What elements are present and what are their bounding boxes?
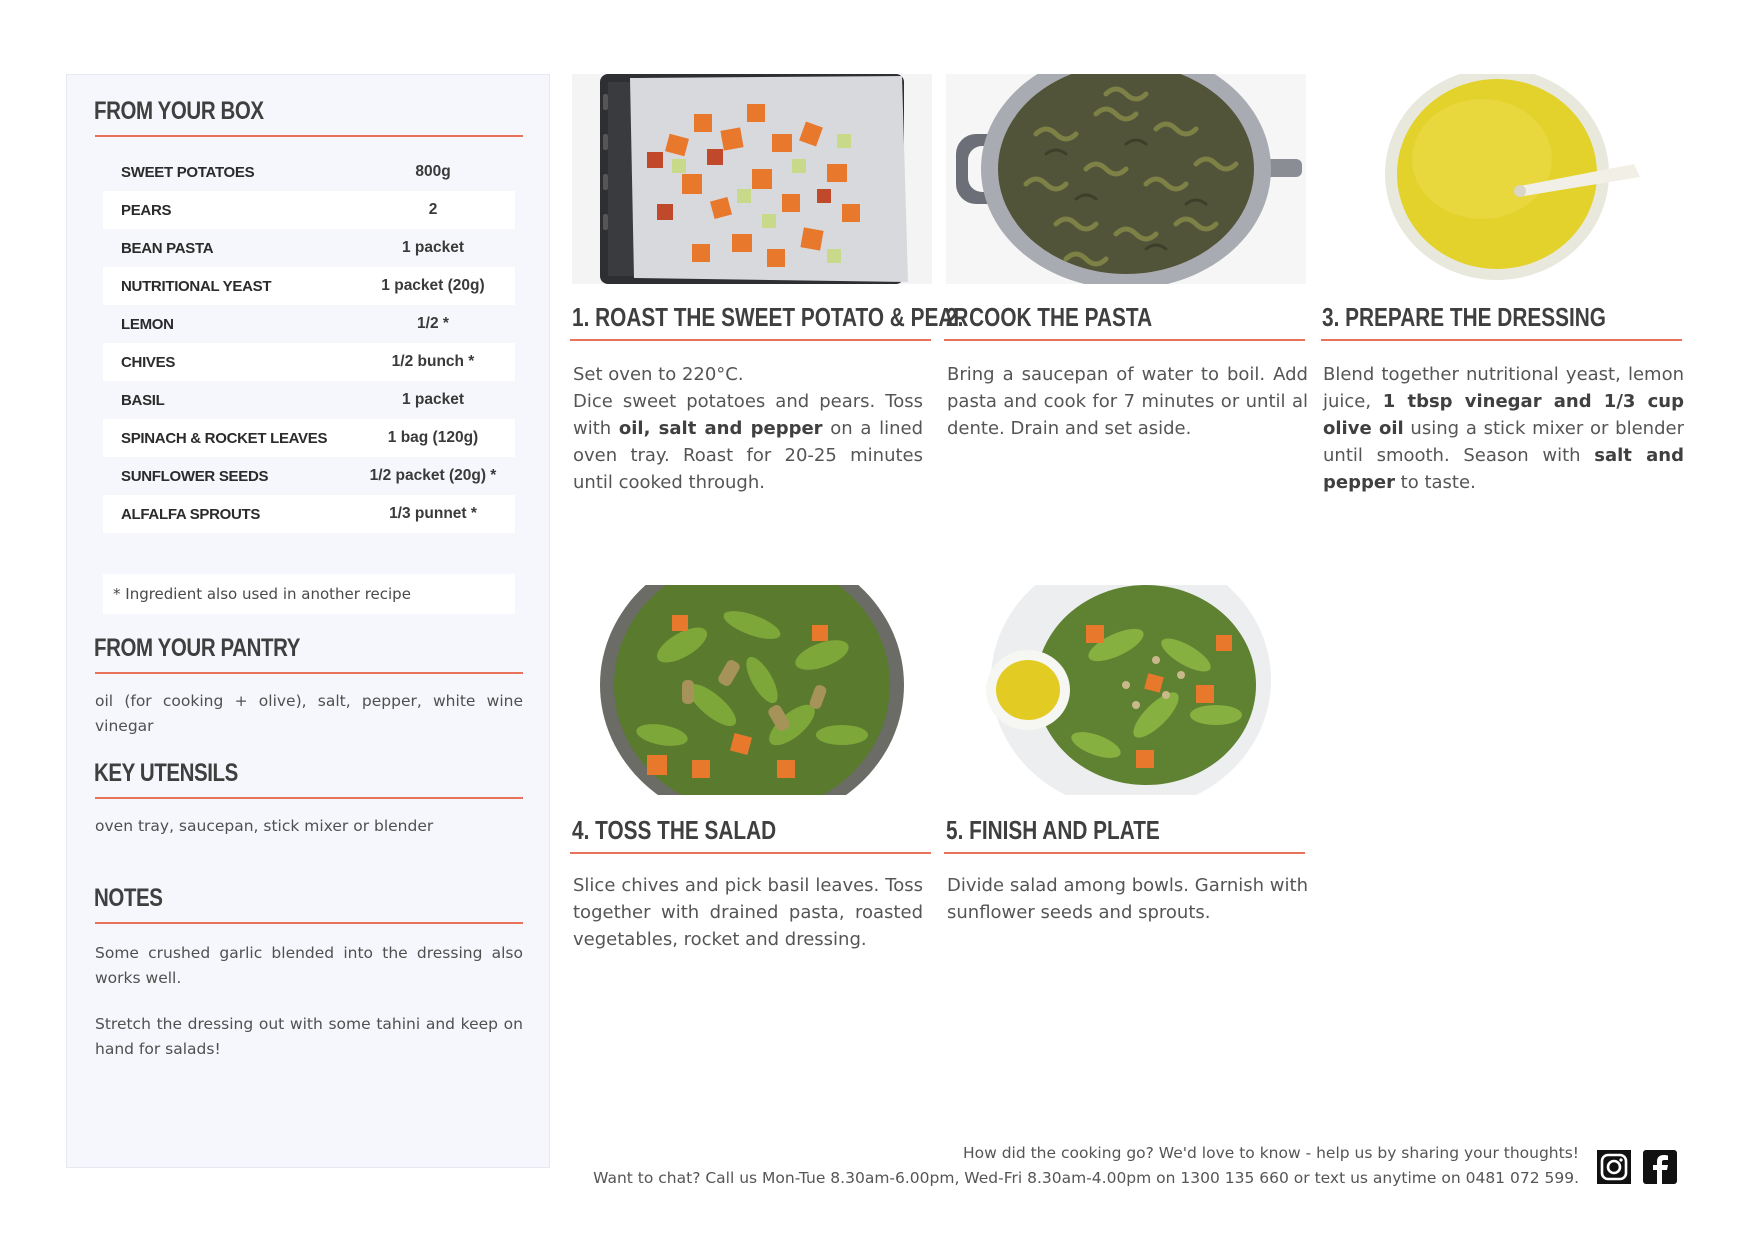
step-3-text-part: using a stick mixer or blender until smooth. Season with bbox=[1323, 418, 1684, 466]
ingredient-qty: 1 packet (20g) bbox=[381, 277, 485, 294]
step-1-bold: oil, salt and pepper bbox=[618, 418, 823, 439]
ingredient-name: LEMON bbox=[121, 315, 174, 333]
ingredient-name: SPINACH & ROCKET LEAVES bbox=[121, 429, 328, 447]
utensils-text: oven tray, saucepan, stick mixer or blender bbox=[95, 817, 434, 835]
step-3-text-part: to taste. bbox=[1394, 472, 1476, 493]
ingredient-qty: 1 packet bbox=[401, 391, 465, 408]
ingredient-row bbox=[103, 457, 515, 495]
step-1-text bbox=[573, 361, 923, 496]
step-5-text: Divide salad among bowls. Garnish with sunflower seeds and sprouts. bbox=[947, 875, 1308, 923]
ingredient-row bbox=[103, 419, 515, 457]
pantry-text: oil (for cooking + olive), salt, pepper, white wine vinegar bbox=[95, 692, 523, 735]
divider bbox=[95, 922, 523, 924]
step-1-line-1: Set oven to 220°C. bbox=[573, 364, 744, 385]
note-1: Some crushed garlic blended into the dressing also works well. bbox=[95, 944, 523, 987]
step-4-title: 4. TOSS THE SALAD bbox=[572, 815, 777, 845]
ingredient-qty: 1/2 bunch * bbox=[391, 353, 475, 370]
step-3-text bbox=[1323, 361, 1684, 496]
ingredients-sidebar bbox=[66, 74, 550, 1168]
divider bbox=[95, 672, 523, 674]
step-2-text: Bring a saucepan of water to boil. Add pasta and cook for 7 minutes or until al dente. Drain and set aside. bbox=[947, 364, 1308, 439]
ingredient-row bbox=[103, 267, 515, 305]
ingredient-row bbox=[103, 381, 515, 419]
key-utensils-heading: KEY UTENSILS bbox=[94, 759, 238, 787]
step-1-title: 1. ROAST THE SWEET POTATO & PEAR bbox=[572, 302, 969, 332]
ingredient-name: SWEET POTATOES bbox=[121, 163, 255, 181]
roast-tray-photo bbox=[572, 74, 932, 284]
ingredient-name: SUNFLOWER SEEDS bbox=[121, 467, 269, 485]
facebook-icon[interactable] bbox=[1643, 1150, 1677, 1184]
step-3-bold: salt and pepper bbox=[1323, 445, 1684, 493]
ingredient-name: PEARS bbox=[121, 201, 172, 219]
divider bbox=[944, 852, 1305, 854]
ingredient-row bbox=[103, 305, 515, 343]
plated-salad-photo bbox=[946, 585, 1306, 795]
step-3-title: 3. PREPARE THE DRESSING bbox=[1322, 302, 1606, 332]
divider bbox=[95, 135, 523, 137]
step-1-text-part: Dice sweet potatoes and pears. Toss with bbox=[573, 391, 923, 439]
from-your-box-heading: FROM YOUR BOX bbox=[94, 97, 264, 125]
step-1-text-part: on a lined oven tray. Roast for 20-25 minutes until cooked through. bbox=[573, 418, 923, 493]
ingredient-qty: 1 bag (120g) bbox=[387, 429, 479, 446]
ingredient-name: ALFALFA SPROUTS bbox=[121, 505, 261, 523]
ingredient-row bbox=[103, 229, 515, 267]
note-2: Stretch the dressing out with some tahini and keep on hand for salads! bbox=[95, 1015, 523, 1058]
dressing-bowl-photo bbox=[1322, 74, 1682, 284]
step-3-bold: 1 tbsp vinegar and 1/3 cup olive oil bbox=[1323, 391, 1684, 439]
ingredient-name: CHIVES bbox=[121, 353, 176, 371]
from-your-pantry-heading: FROM YOUR PANTRY bbox=[94, 634, 301, 662]
ingredient-name: NUTRITIONAL YEAST bbox=[121, 277, 272, 295]
notes-heading: NOTES bbox=[94, 884, 163, 912]
divider bbox=[1321, 339, 1682, 341]
step-4-text: Slice chives and pick basil leaves. Toss together with drained pasta, roasted vegetables, rocket and dressing. bbox=[573, 875, 923, 950]
divider bbox=[95, 797, 523, 799]
ingredient-qty: 1/2 * bbox=[417, 315, 449, 332]
ingredient-row bbox=[103, 191, 515, 229]
ingredient-name: BASIL bbox=[121, 391, 165, 409]
ingredient-qty: 1 packet bbox=[401, 239, 465, 256]
step-3-text-part: Blend together nutritional yeast, lemon juice, bbox=[1323, 364, 1684, 412]
divider bbox=[944, 339, 1305, 341]
ingredient-row bbox=[103, 153, 515, 191]
divider bbox=[570, 339, 931, 341]
feedback-text: How did the cooking go? We'd love to know - help us by sharing your thoughts! bbox=[962, 1144, 1579, 1162]
step-2-title: 2. COOK THE PASTA bbox=[946, 302, 1153, 332]
pasta-pot-photo bbox=[946, 74, 1306, 284]
step-5-title: 5. FINISH AND PLATE bbox=[946, 815, 1160, 845]
ingredients-table bbox=[103, 153, 515, 533]
instagram-icon[interactable] bbox=[1597, 1150, 1631, 1184]
footnote: * Ingredient also used in another recipe bbox=[103, 574, 515, 614]
ingredient-name: BEAN PASTA bbox=[121, 239, 214, 257]
toss-salad-photo bbox=[572, 585, 932, 795]
ingredient-row bbox=[103, 495, 515, 533]
ingredient-row bbox=[103, 343, 515, 381]
ingredient-qty: 1/3 punnet * bbox=[389, 505, 477, 522]
ingredient-qty: 1/2 packet (20g) * bbox=[369, 467, 497, 484]
ingredient-qty: 2 bbox=[428, 201, 438, 218]
ingredient-qty: 800g bbox=[415, 163, 451, 180]
contact-text: Want to chat? Call us Mon-Tue 8.30am-6.00pm, Wed-Fri 8.30am-4.00pm on 1300 135 660 or text us anytime on 0481 072 599. bbox=[593, 1169, 1579, 1187]
divider bbox=[570, 852, 931, 854]
